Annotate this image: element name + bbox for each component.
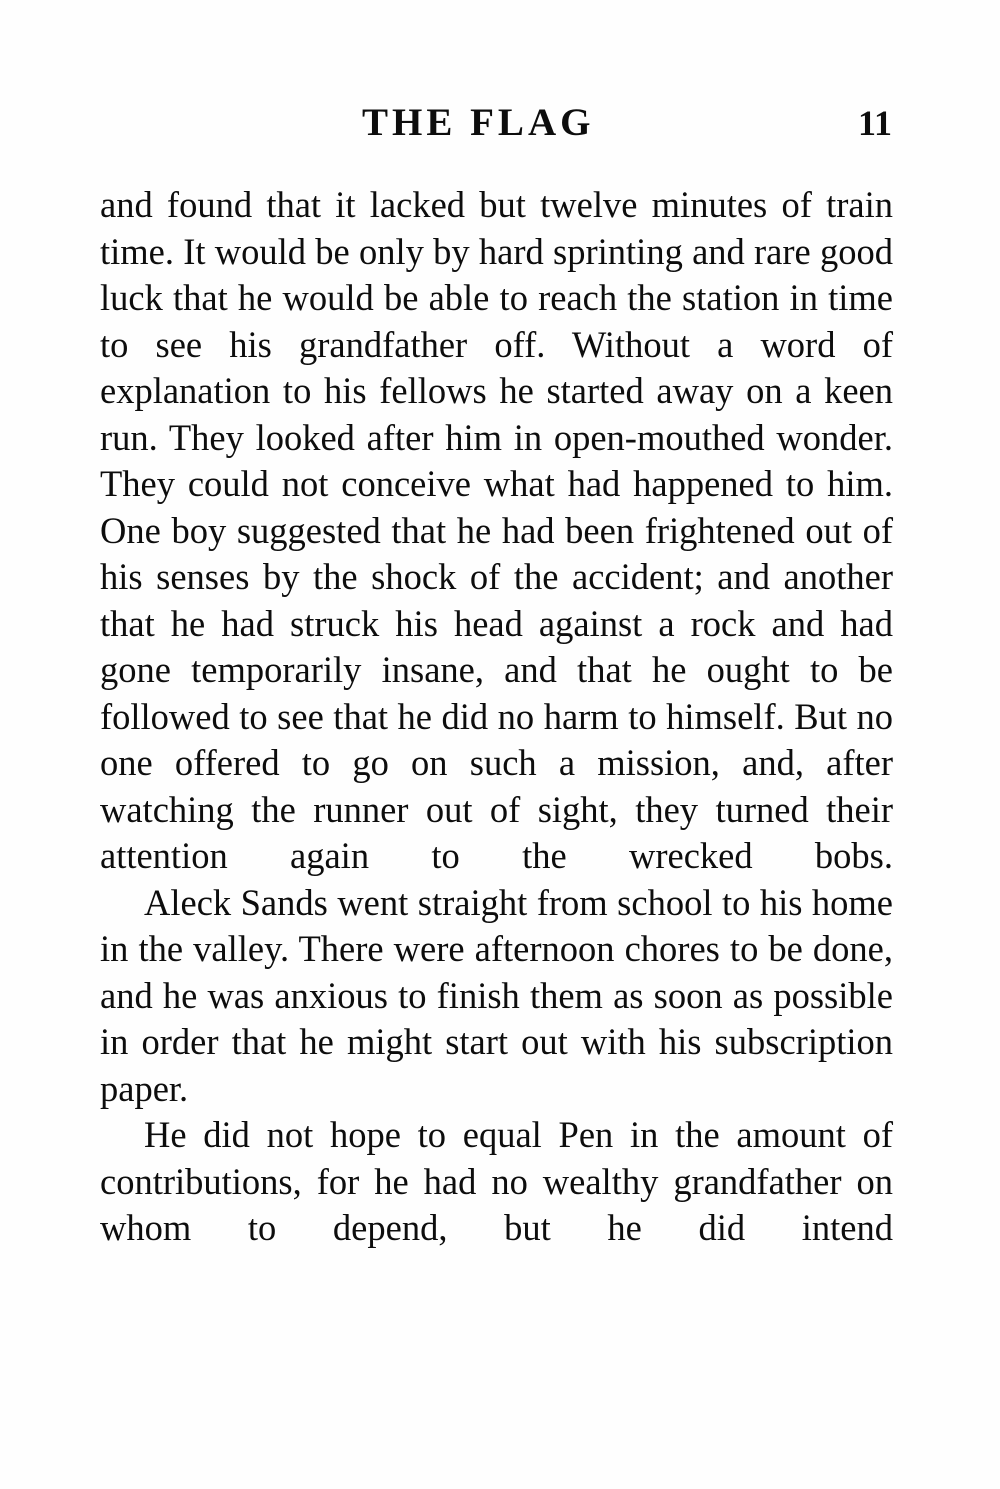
page-number: 11 — [857, 103, 892, 143]
body-text — [100, 182, 893, 1252]
paragraph: and found that it lacked but twelve minutes of train time. It would be only by hard sprinting and rare good luck that he would be able to reach the station in time to see his grandfather off. Without a word of explanation to his fellows he started away on a keen run. They looked after him in open-mouthed wonder. They could not conceive what had happened to him. One boy suggested that he had been frightened out of his senses by the shock of the accident; and another that he had struck his head against a rock and had gone temporarily insane, and that he ought to be followed to see that he did no harm to himself. But no one offered to go on such a mission, and, after watching the runner out of sight, they turned their attention again to the wrecked bobs. — [100, 184, 893, 876]
paragraph: Aleck Sands went straight from school to his home in the valley. There were afternoon chores to be done, and he was anxious to finish them as soon as possible in order that he might start out with his subscription paper. — [100, 881, 893, 1109]
page-header — [100, 100, 892, 145]
running-title: THE FLAG — [362, 101, 595, 144]
paragraph: He did not hope to equal Pen in the amount of contributions, for he had no wealthy grandfather on whom to depend, but he did intend — [100, 1114, 893, 1248]
